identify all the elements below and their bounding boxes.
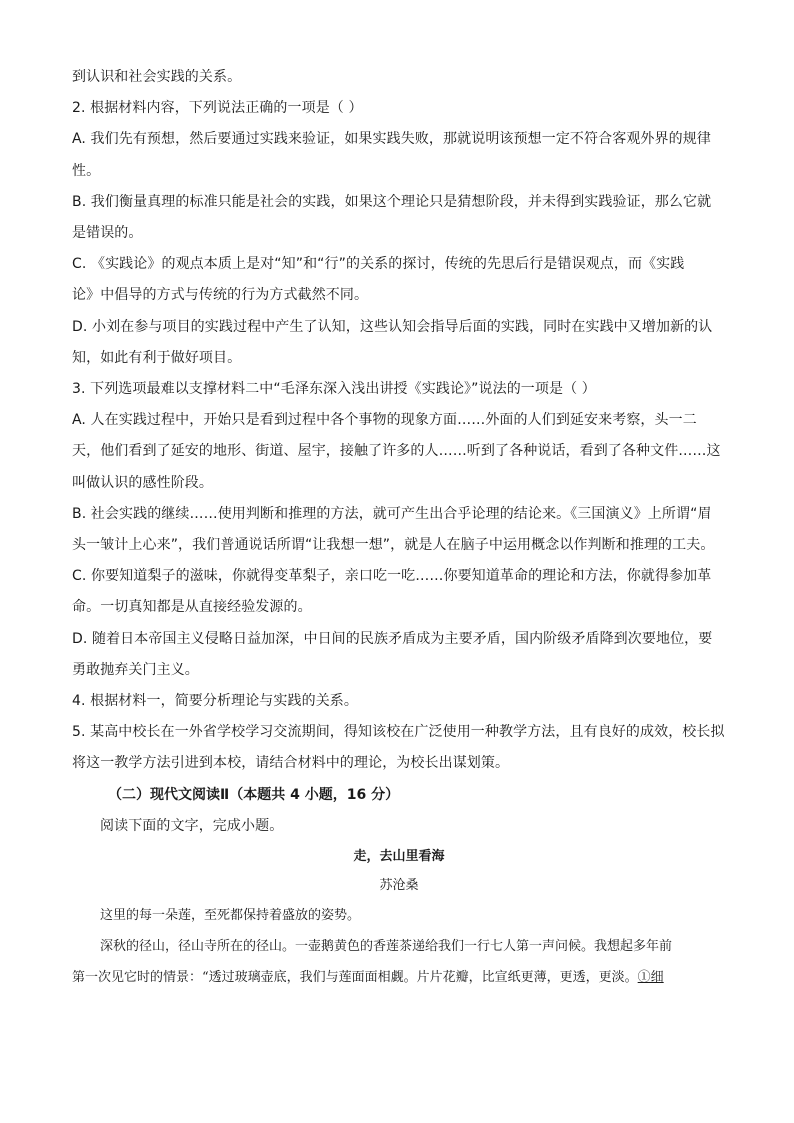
q2-option-c-line-2: 论》中倡导的方式与传统的行为方式截然不同。 — [72, 287, 369, 304]
q3-option-b-line-2: 头一皱计上心来”，我们普通说话所谓“让我想一想”，就是人在脑子中运用概念以作判断和推理的工夫。 — [72, 537, 715, 554]
question-5 — [72, 717, 726, 779]
article-paragraph-2-text: 第一次见它时的情景：“透过玻璃壶底，我们与莲面面相觑。片片花瓣，比宣纸更薄，更透，更淡。 — [72, 970, 638, 986]
question-2 — [72, 93, 726, 374]
q3-option-a-line-1: A. 人在实践过程中，开始只是看到过程中各个事物的现象方面……外面的人们到延安来考察，头一二 — [72, 412, 697, 429]
q5-line-1: 5. 某高中校长在一外省学校学习交流期间，得知该校在广泛使用一种教学方法，且有良好的成效，校长拟 — [72, 724, 725, 741]
q3-option-a-line-2: 天，他们看到了延安的地形、街道、屋宇，接触了许多的人……听到了各种说话，看到了各种文件……这 — [72, 443, 721, 460]
question-4: 4. 根据材料一，简要分析理论与实践的关系。 — [72, 693, 359, 710]
q1-tail: 到认识和社会实践的关系。 — [72, 69, 242, 85]
q3-option-d-line-2: 勇敢抛弃关门主义。 — [72, 661, 199, 678]
article-author: 苏沧桑 — [379, 878, 419, 894]
article-paragraph-2-line-1: 深秋的径山，径山寺所在的径山。一壶鹅黄色的香莲茶递给我们一行七人第一声问候。我想起多年前 — [100, 939, 673, 955]
q2-option-d-line-1: D. 小刘在参与项目的实践过程中产生了认知，这些认知会指导后面的实践，同时在实践中又增加新的认 — [72, 318, 713, 335]
q3-option-d-line-1: D. 随着日本帝国主义侵略日益加深，中日间的民族矛盾成为主要矛盾，国内阶级矛盾降到次要地位，要 — [72, 630, 713, 647]
reading-instruction: 阅读下面的文字，完成小题。 — [100, 817, 284, 834]
q2-option-b-line-2: 是错误的。 — [72, 225, 143, 242]
document-page — [72, 62, 726, 993]
section-heading: （二）现代文阅读Ⅱ（本题共 4 小题，16 分） — [108, 786, 400, 803]
annotation-marker: ①细 — [637, 970, 664, 986]
q3-option-c-line-2: 命。一切真知都是从直接经验发源的。 — [72, 599, 312, 616]
q2-option-b-line-1: B. 我们衡量真理的标准只能是社会的实践，如果这个理论只是猜想阶段，并未得到实践验证，那么它就 — [72, 193, 712, 210]
q2-option-a-line-2: 性。 — [72, 162, 101, 179]
article-paragraph-1: 这里的每一朵莲，至死都保持着盛放的姿势。 — [100, 908, 361, 924]
q3-option-b-line-1: B. 社会实践的继续……使用判断和推理的方法，就可产生出合乎论理的结论来。《三国演义》上所谓“眉 — [72, 505, 712, 522]
question-3 — [72, 374, 726, 686]
q2-option-a-line-1: A. 我们先有预想，然后要通过实践来验证，如果实践失败，那就说明该预想一定不符合客观外界的规律 — [72, 131, 711, 148]
q2-stem: 2. 根据材料内容，下列说法正确的一项是（ ） — [72, 100, 363, 117]
article-title: 走，去山里看海 — [353, 849, 445, 865]
article-paragraph-2-line-2 — [72, 962, 726, 993]
q3-option-c-line-1: C. 你要知道梨子的滋味，你就得变革梨子，亲口吃一吃……你要知道革命的理论和方法，你就得参加革 — [72, 568, 712, 585]
q5-line-2: 将这一教学方法引进到本校，请结合材料中的理论，为校长出谋划策。 — [72, 755, 510, 772]
q2-option-d-line-2: 知，如此有利于做好项目。 — [72, 349, 242, 366]
q3-stem: 3. 下列选项最难以支撑材料二中“毛泽东深入浅出讲授《实践论》”说法的一项是（ ） — [72, 381, 596, 398]
q2-option-c-line-1: C. 《实践论》的观点本质上是对“知”和“行”的关系的探讨，传统的先思后行是错误观点，而《实践 — [72, 256, 685, 273]
q3-option-a-line-3: 叫做认识的感性阶段。 — [72, 474, 213, 491]
